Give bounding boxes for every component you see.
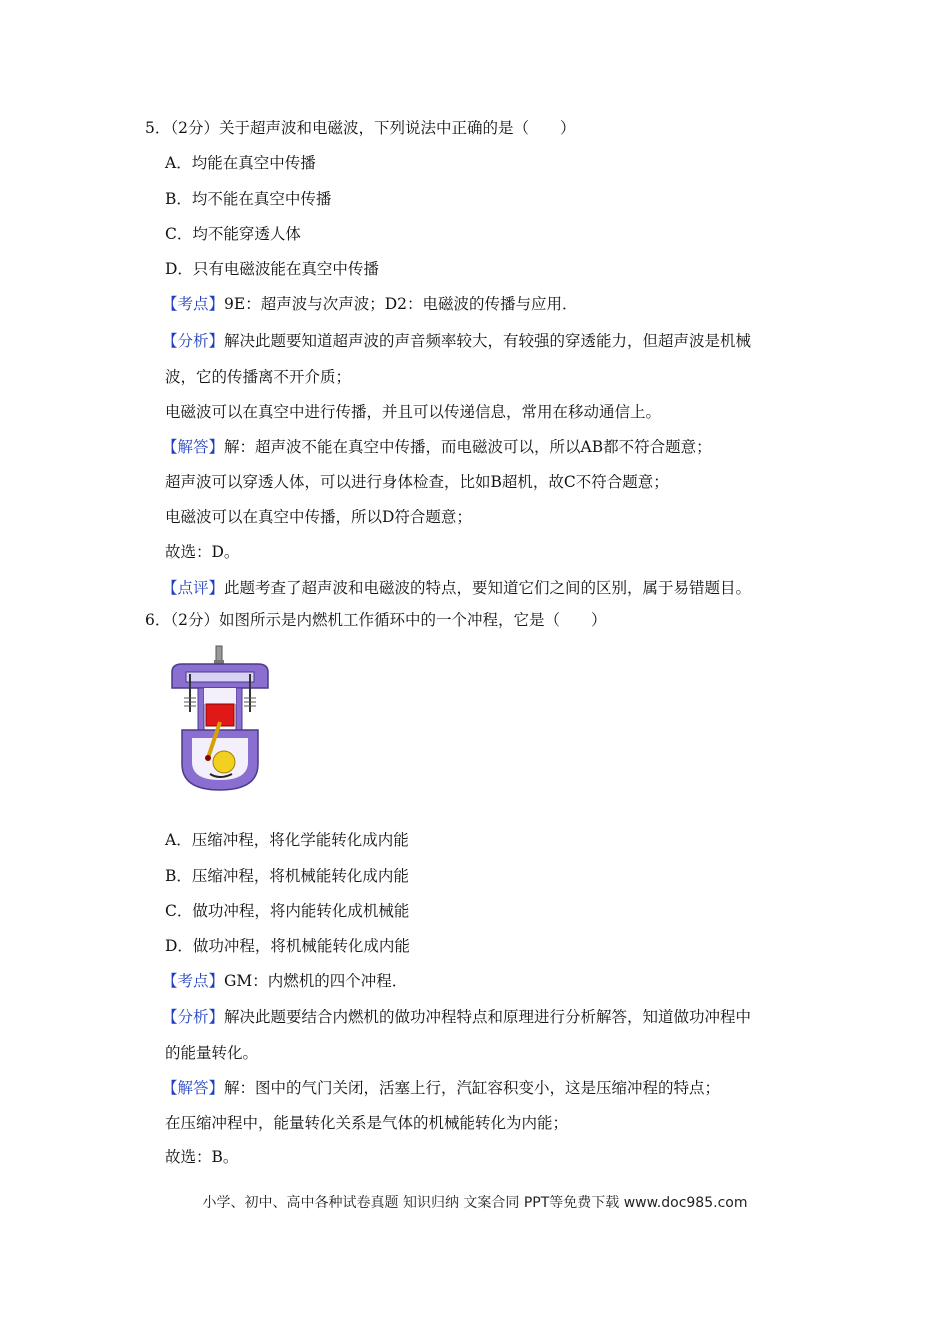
fenxi-line: 的能量转化。 xyxy=(165,1044,259,1062)
fenxi-line: 解决此题要知道超声波的声音频率较大，有较强的穿透能力，但超声波是机械 xyxy=(224,332,752,350)
q6-kaodian xyxy=(162,971,407,991)
q6-option-b: B．压缩冲程，将机械能转化成内能 xyxy=(165,867,409,885)
kaodian-text: GM：内燃机的四个冲程． xyxy=(224,972,408,990)
jieda-line: 解：图中的气门关闭，活塞上行，汽缸容积变小，这是压缩冲程的特点； xyxy=(224,1079,721,1097)
jieda-line: 解：超声波不能在真空中传播，而电磁波可以，所以AB都不符合题意； xyxy=(224,438,712,456)
q5-kaodian xyxy=(162,294,577,314)
q6-option-d: D．做功冲程，将机械能转化成内能 xyxy=(165,937,410,955)
jieda-line: 故选：B。 xyxy=(165,1148,239,1166)
fenxi-line: 电磁波可以在真空中进行传播，并且可以传递信息，常用在移动通信上。 xyxy=(165,403,662,421)
q6-stem: 6．（2分）如图所示是内燃机工作循环中的一个冲程，它是（ ） xyxy=(145,611,607,629)
footer-download-link[interactable]: 小学、初中、高中各种试卷真题 知识归纳 文案合同 PPT等免费下载 www.doc985.com xyxy=(202,1195,748,1211)
jieda-line: 超声波可以穿透人体，可以进行身体检查，比如B超机，故C不符合题意； xyxy=(165,473,669,491)
spark-plug-icon xyxy=(216,646,222,662)
engine-diagram xyxy=(168,644,272,794)
fenxi-tag: 【分析】 xyxy=(162,1008,225,1026)
q6-fenxi xyxy=(162,1007,751,1027)
q5-option-b: B．均不能在真空中传播 xyxy=(165,190,332,208)
q5-jieda xyxy=(162,437,712,457)
kaodian-tag: 【考点】 xyxy=(162,972,225,990)
fenxi-line: 解决此题要结合内燃机的做功冲程特点和原理进行分析解答，知道做功冲程中 xyxy=(224,1008,752,1026)
dianping-text: 此题考查了超声波和电磁波的特点，要知道它们之间的区别，属于易错题目。 xyxy=(224,579,752,597)
q5-option-d: D．只有电磁波能在真空中传播 xyxy=(165,260,379,278)
jieda-line: 故选：D。 xyxy=(165,543,240,561)
kaodian-tag: 【考点】 xyxy=(162,295,225,313)
q5-fenxi xyxy=(162,331,751,351)
jieda-tag: 【解答】 xyxy=(162,1079,225,1097)
crankshaft xyxy=(213,751,235,773)
jieda-tag: 【解答】 xyxy=(162,438,225,456)
q5-option-c: C．均不能穿透人体 xyxy=(165,225,301,243)
kaodian-text: 9E：超声波与次声波；D2：电磁波的传播与应用． xyxy=(224,295,578,313)
jieda-line: 在压缩冲程中，能量转化关系是气体的机械能转化为内能； xyxy=(165,1114,569,1132)
jieda-line: 电磁波可以在真空中传播，所以D符合题意； xyxy=(165,508,472,526)
q6-option-c: C．做功冲程，将内能转化成机械能 xyxy=(165,902,410,920)
q6-jieda xyxy=(162,1078,720,1098)
q6-option-a: A．压缩冲程，将化学能转化成内能 xyxy=(165,831,409,849)
q5-stem: 5．（2分）关于超声波和电磁波，下列说法中正确的是（ ） xyxy=(145,119,576,137)
dianping-tag: 【点评】 xyxy=(162,579,225,597)
q5-option-a: A．均能在真空中传播 xyxy=(165,154,316,172)
q5-dianping xyxy=(162,578,751,598)
fenxi-line: 波，它的传播离不开介质； xyxy=(165,368,352,386)
fenxi-tag: 【分析】 xyxy=(162,332,225,350)
